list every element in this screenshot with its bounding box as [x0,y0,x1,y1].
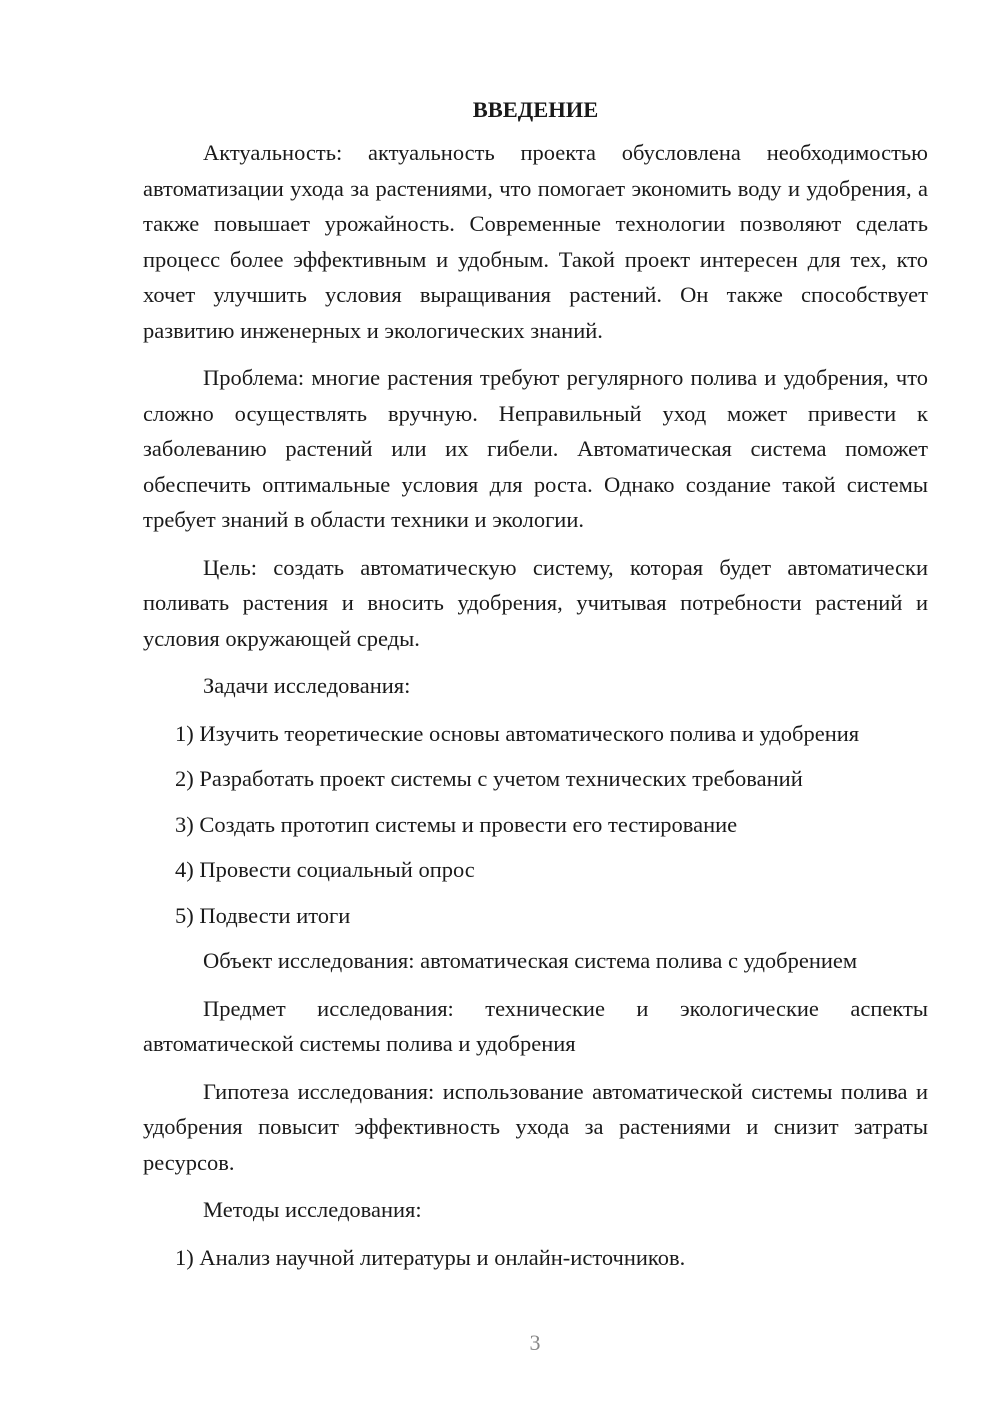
paragraph-object: Объект исследования: автоматическая система полива с удобрением [203,948,858,973]
task-item-5: 5) Подвести итоги [175,902,351,928]
paragraph-relevance: Актуальность: актуальность проекта обусловлена необходимостью автоматизации ухода за растениями, что помогает экономить воду и удобрения, а также повышает урожайность. Современные технологии позволяют сделать процесс более эффективным и удобным. Такой проект интересен для тех, кто хочет улучшить условия выращивания растений. Он также способствует развитию инженерных и экологических знаний. [143,140,928,343]
paragraph-subject: Предмет исследования: технические и экологические аспекты автоматической системы полива и удобрения [143,995,928,1056]
task-item-4: 4) Провести социальный опрос [175,857,475,882]
task-item-1: 1) Изучить теоретические основы автоматического полива и удобрения [175,720,860,746]
paragraph-goal: Цель: создать автоматическую систему, которая будет автоматически поливать растения и вносить удобрения, учитывая потребности растений и условия окружающей среды. [143,554,928,651]
paragraph-hypothesis: Гипотеза исследования: использование автоматической системы полива и удобрения повысит эффективность ухода за растениями и снизит затраты ресурсов. [143,1078,928,1175]
paragraph-problem: Проблема: многие растения требуют регулярного полива и удобрения, что сложно осуществлять вручную. Неправильный уход может привести к заболеванию растений или их гибели. Автоматическая система поможет обеспечить оптимальные условия для роста. Однако создание такой системы требует знаний в области техники и экологии. [143,365,928,532]
document-body [143,92,928,1285]
methods-heading: Методы исследования: [203,1197,422,1222]
task-item-2: 2) Разработать проект системы с учетом технических требований [175,766,803,791]
page-title: ВВЕДЕНИЕ [472,97,599,122]
page-number: 3 [529,1330,541,1355]
task-item-3: 3) Создать прототип системы и провести его тестирование [175,811,738,837]
method-item-1: 1) Анализ научной литературы и онлайн-источников. [175,1244,686,1270]
tasks-heading: Задачи исследования: [203,673,411,698]
